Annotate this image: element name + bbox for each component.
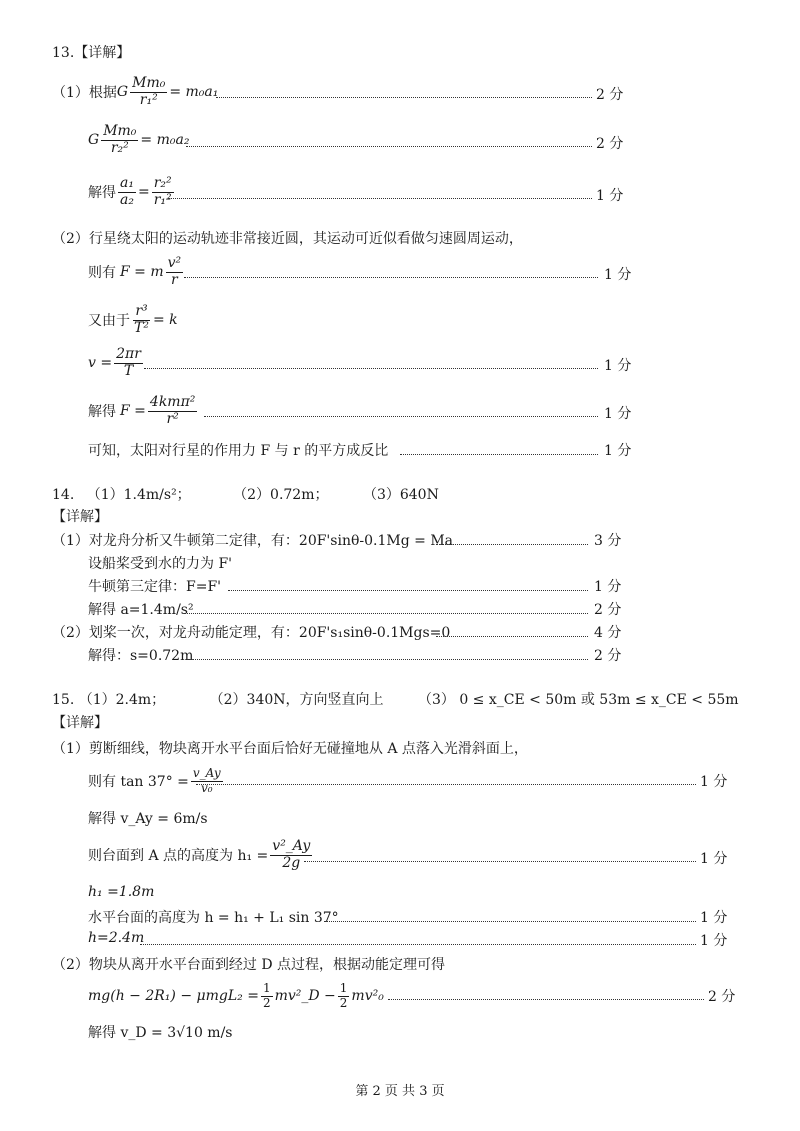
score: 1 分 — [604, 406, 632, 422]
q13-p1-res-den-l: a₂ — [120, 191, 134, 208]
q13-p1-eq2-num: Mm₀ — [103, 123, 137, 140]
q15-summary-num: 15. — [52, 692, 75, 708]
q14-l4: 解得 a=1.4m/s² — [88, 602, 194, 618]
q15-summary-c: （3） 0 ≤ x_CE < 50m 或 53m ≤ x_CE < 55m — [417, 692, 739, 708]
score: 2 分 — [596, 87, 624, 103]
q13-p2-l3-lhs: v = — [88, 355, 113, 371]
score: 1 分 — [604, 443, 632, 459]
q15-l7: h=2.4m — [88, 930, 145, 946]
score: 2 分 — [708, 989, 736, 1005]
q15-l9-frac2 — [338, 982, 350, 1009]
score: 2 分 — [596, 136, 624, 152]
q15-l5: h₁ =1.8m — [88, 884, 155, 900]
q13-p2-l4-fraction — [148, 395, 197, 427]
score: 2 分 — [594, 648, 622, 664]
dot-leader — [144, 368, 598, 369]
score: 1 分 — [596, 188, 624, 204]
q14-summary-b: （2）0.72m； — [233, 487, 329, 503]
score: 3 分 — [594, 533, 622, 549]
q14-l6: 解得：s=0.72m — [88, 648, 194, 664]
q15-l9-end: mv²₀ — [351, 988, 384, 1004]
q13-p1-eq1-den: r₁² — [139, 91, 158, 108]
dot-leader — [324, 921, 696, 922]
q13-p1-eq2-lhs: G — [88, 132, 100, 148]
q14-summary-a: （1）1.4m/s²； — [86, 487, 191, 503]
dot-leader — [204, 416, 598, 417]
q15-l9-d1: 2 — [262, 995, 271, 1010]
score: 1 分 — [700, 910, 728, 926]
q15-l9-d2: 2 — [339, 995, 348, 1010]
q14-summary — [52, 484, 439, 504]
q15-l2-fraction — [191, 767, 223, 794]
q13-p2-l2-num: r³ — [135, 303, 148, 320]
q15-l3: 解得 v_Ay = 6m/s — [88, 811, 208, 827]
q15-l2 — [88, 760, 225, 802]
dot-leader — [304, 861, 696, 862]
q13-p1-eq2-den: r₂² — [110, 139, 129, 156]
q15-l2-intro: 则有 tan 37° = — [88, 774, 189, 790]
q13-p1-res-intro: 解得 — [88, 185, 116, 201]
q13-p2-l3-fraction — [114, 347, 143, 379]
q13-p2-l3-num: 2πr — [116, 346, 141, 363]
q15-l4-fraction — [270, 839, 312, 871]
q14-l3: 牛顿第三定律：F=F' — [88, 579, 222, 595]
q15-l9-mid: mv²_D − — [274, 988, 336, 1004]
q13-p2-l1-den: r — [171, 271, 178, 288]
q13-p2-l1-intro: 则有 — [88, 265, 116, 281]
q13-p2-l2-fraction — [132, 304, 151, 336]
q13-p2-intro: （2）行星绕太阳的运动轨迹非常接近圆，其运动可近似看做匀速圆周运动， — [52, 231, 523, 247]
q13-p2-l4-lhs: F = — [120, 403, 146, 419]
q15-l9-frac1 — [261, 982, 273, 1009]
q13-p1-res-right — [152, 176, 174, 208]
q13-p1-intro: （1）根据 — [52, 85, 117, 101]
score: 1 分 — [700, 933, 728, 949]
q13-p2-l4 — [88, 390, 199, 432]
q15-summary-a: （1）2.4m； — [78, 692, 166, 708]
q13-p1-res-num-l: a₁ — [120, 175, 134, 192]
score: 1 分 — [700, 774, 728, 790]
dot-leader — [228, 590, 588, 591]
q13-p2-l4-num: 4kmπ² — [149, 394, 196, 411]
q14-summary-num: 14. — [52, 487, 75, 503]
q15-l4 — [88, 832, 314, 878]
q13-p2-l1-num: v² — [167, 255, 182, 272]
q13-p1-eq2-fraction — [101, 124, 138, 156]
q15-l4-den: 2g — [282, 854, 301, 871]
q15-l9 — [88, 976, 384, 1016]
q13-p1-eq1-rhs: = m₀a₁ — [169, 84, 219, 100]
q13-p1-eq2 — [88, 120, 189, 160]
q13-p1-res-left — [118, 176, 136, 208]
q13-p1-eq2-rhs: = m₀a₂ — [140, 132, 190, 148]
q15-l10: 解得 v_D = 3√10 m/s — [88, 1025, 233, 1041]
q13-p2-l2-intro: 又由于 — [88, 313, 130, 329]
q15-l6: 水平台面的高度为 h = h₁ + L₁ sin 37° — [88, 910, 339, 926]
dot-leader — [436, 636, 588, 637]
dot-leader — [196, 784, 696, 785]
q15-l2-den: v₀ — [200, 780, 213, 795]
q15-l9-lhs: mg(h − 2R₁) − μmgL₂ = — [88, 988, 259, 1004]
q13-p1-res-den-r: r₁² — [153, 191, 172, 208]
q15-l9-n1: 1 — [262, 981, 271, 996]
dot-leader — [184, 277, 598, 278]
score: 2 分 — [594, 602, 622, 618]
q13-p1-result — [88, 170, 176, 214]
q13-p2-l3-den: T — [123, 362, 134, 379]
q13-header: 13.【详解】 — [52, 45, 131, 61]
dot-leader — [186, 146, 592, 147]
q15-summary-b: （2）340N，方向竖直向上 — [209, 692, 384, 708]
q13-p1-eq1-lhs: G — [116, 84, 129, 100]
score: 4 分 — [594, 625, 622, 641]
page-footer: 第 2 页 共 3 页 — [355, 1084, 445, 1099]
q15-l2-num: v_Ay — [192, 766, 221, 781]
q15-l4-intro: 则台面到 A 点的高度为 h₁ = — [88, 848, 269, 864]
q15-l9-n2: 1 — [339, 981, 348, 996]
q13-p2-l1-lhs: F = m — [120, 264, 164, 280]
q13-p2-l1 — [88, 252, 185, 292]
score: 1 分 — [604, 267, 632, 283]
q13-p1-res-eq: = — [137, 184, 150, 200]
dot-leader — [400, 454, 598, 455]
q13-p2-l1-fraction — [166, 256, 184, 288]
dot-leader — [436, 544, 588, 545]
q15-l4-num: v²_Ay — [272, 838, 311, 855]
dot-leader — [388, 999, 704, 1000]
q14-summary-c: （3）640N — [362, 487, 439, 503]
q13-p2-l4-den: r² — [166, 410, 179, 427]
dot-leader — [140, 944, 696, 945]
score: 1 分 — [700, 851, 728, 867]
dot-leader — [216, 97, 592, 98]
q13-p1-res-num-r: r₂² — [153, 175, 172, 192]
q13-p2-l4-intro: 解得 — [88, 404, 116, 420]
q15-l1: （1）剪断细线，物块离开水平台面后恰好无碰撞地从 A 点落入光滑斜面上， — [52, 741, 528, 757]
q14-l5: （2）划桨一次，对龙舟动能定理，有：20F's₁sinθ-0.1Mgs=0 — [52, 625, 451, 641]
q15-l8: （2）物块从离开水平台面到经过 D 点过程，根据动能定理可得 — [52, 957, 446, 973]
q13-p2-l5: 可知，太阳对行星的作用力 F 与 r 的平方成反比 — [88, 443, 389, 459]
q13-p2-l2-den: T² — [134, 319, 149, 336]
q13-p2-l3 — [88, 342, 145, 384]
q15-header: 【详解】 — [52, 715, 108, 731]
score: 1 分 — [604, 358, 632, 374]
dot-leader — [168, 198, 592, 199]
q13-p1-eq1-num: Mm₀ — [132, 75, 166, 92]
q14-l1: （1）对龙舟分析又牛顿第二定律，有：20F'sinθ-0.1Mg = Ma — [52, 533, 453, 549]
q13-p1-eq1-fraction — [130, 76, 167, 108]
q13-p2-l2 — [88, 300, 178, 340]
q14-l2: 设船桨受到水的力为 F' — [88, 556, 233, 572]
dot-leader — [188, 659, 588, 660]
score: 1 分 — [594, 579, 622, 595]
q13-p1-eq1 — [52, 72, 218, 112]
q14-header: 【详解】 — [52, 509, 108, 525]
q13-p2-l2-rhs: = k — [152, 312, 178, 328]
dot-leader — [184, 613, 588, 614]
q15-summary — [52, 689, 739, 709]
